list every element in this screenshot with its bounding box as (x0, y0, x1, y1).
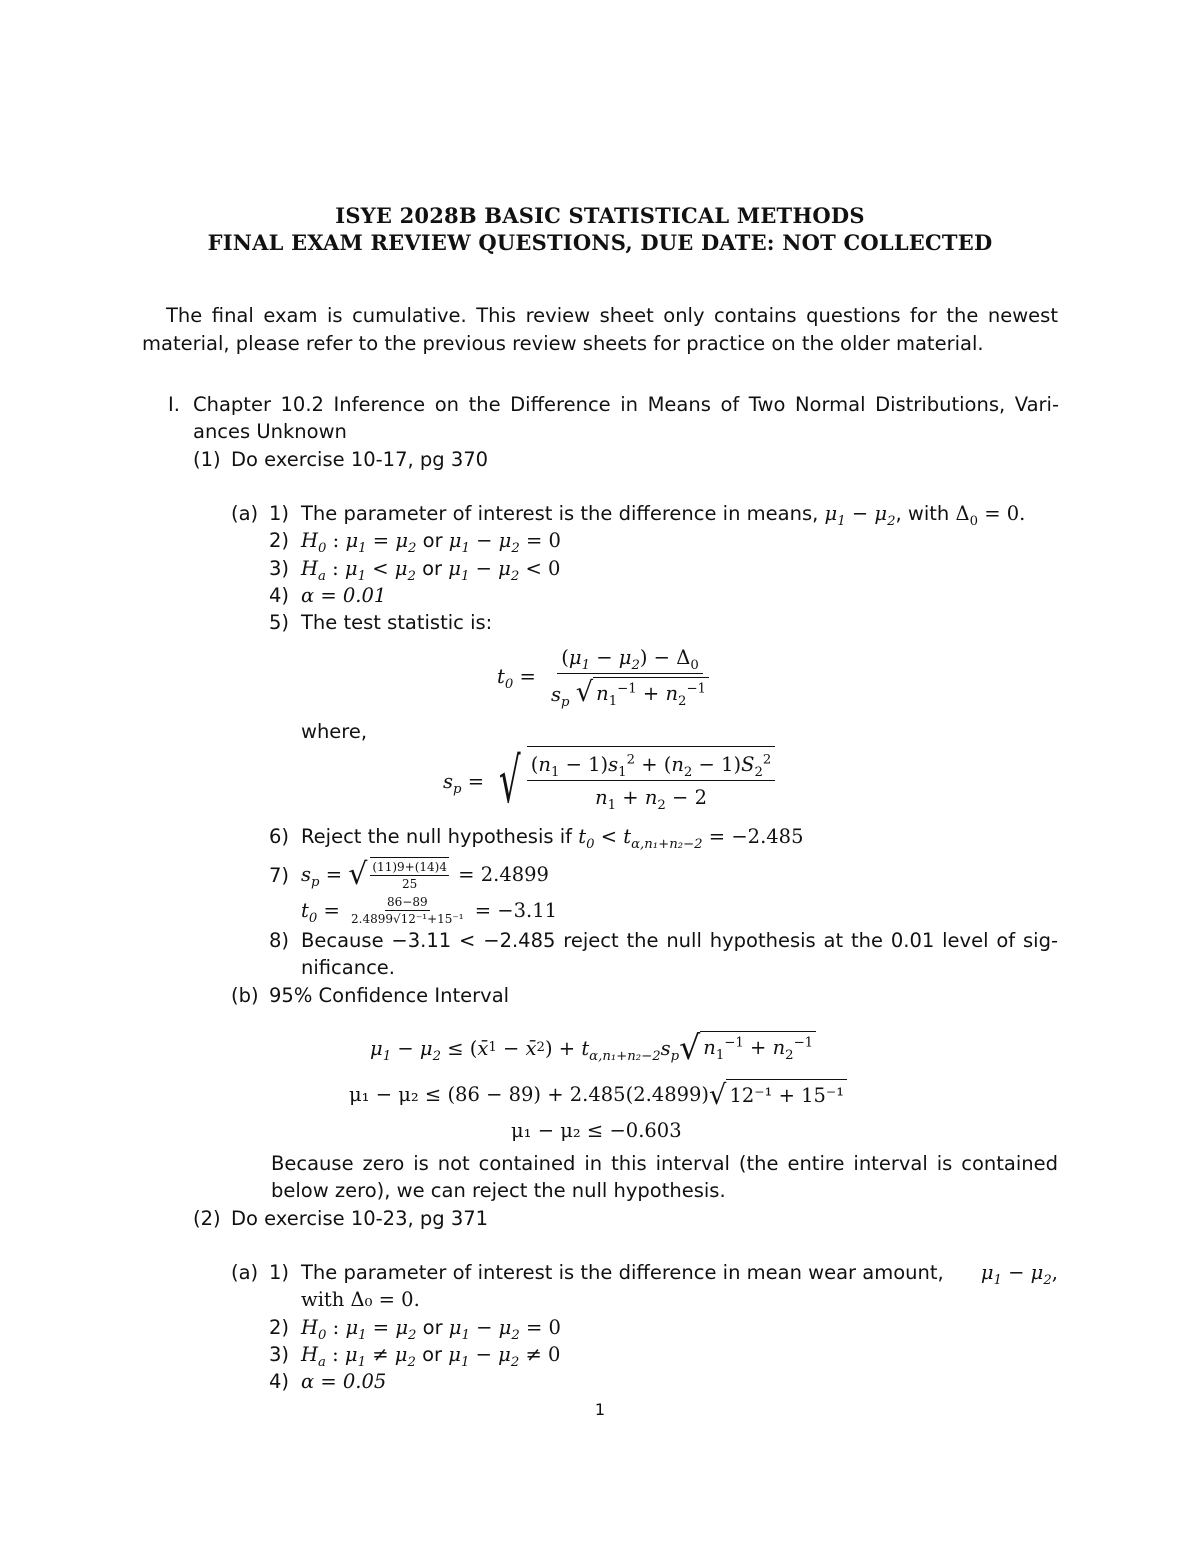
section-label: I. (168, 393, 180, 416)
confidence-interval-substituted: μ₁ − μ₂ ≤ (86 − 89) + 2.485(2.4899) √ 12⁻¹ + 15⁻¹ (349, 1076, 847, 1112)
ex2-step-1-number: 1) (269, 1261, 290, 1284)
conclusion-line-2: below zero), we can reject the null hypothesis. (271, 1179, 726, 1202)
step-4-number: 4) (269, 584, 290, 607)
ex2-step-1-sentence: The parameter of interest is the difference in mean wear amount, (301, 1261, 944, 1284)
step-7-result: = 2.4899 (458, 862, 549, 886)
page-number: 1 (594, 1400, 606, 1419)
intro-line-2: material, please refer to the previous review sheets for practice on the older material. (142, 332, 984, 355)
exercise-1-label: (1) (193, 448, 221, 471)
step-6-number: 6) (269, 825, 290, 848)
ex2-step-4-alpha: α = 0.05 (301, 1370, 387, 1393)
section-heading-line-1: Chapter 10.2 Inference on the Difference in Means of Two Normal Distributions, Vari- (193, 393, 1059, 416)
step-2-null-hypothesis: $H_0$ : $\mu_1 = \mu_2$ or $\mu_1 - \mu_2 = 0$ (301, 529, 561, 556)
test-statistic-formula: $t_0$ = $(\mu_1 - \mu_2) - \Delta_0$ $s_p$ √ $n_1^{-1} + n_2^{-1}$ (497, 645, 718, 707)
ex2-step-1-line-1: The parameter of interest is the difference in mean wear amount, $\mu_1 - \mu_2$, (301, 1261, 1058, 1288)
step-4-alpha: α = 0.01 (301, 584, 387, 607)
ci-substituted-left: μ₁ − μ₂ ≤ (86 − 89) + 2.485(2.4899) (349, 1082, 710, 1106)
document-subtitle: FINAL EXAM REVIEW QUESTIONS, DUE DATE: NOT COLLECTED (207, 230, 993, 255)
exercise-2-text: Do exercise 10-23, pg 371 (231, 1207, 489, 1230)
step-2-number: 2) (269, 529, 290, 552)
section-heading-line-2: ances Unknown (193, 420, 347, 443)
ex2-step-2-number: 2) (269, 1316, 290, 1339)
step-5-number: 5) (269, 611, 290, 634)
conclusion-line-1: Because zero is not contained in this interval (the entire interval is contained (271, 1152, 1058, 1175)
ex2-step-1-line-2: with Δ₀ = 0. (301, 1288, 420, 1311)
step-7-denominator: 25 (402, 877, 418, 891)
step-3-alt-hypothesis: $H_a$ : $\mu_1 < \mu_2$ or $\mu_1 - \mu_2 < 0$ (301, 557, 561, 584)
ci-substituted-root: 12⁻¹ + 15⁻¹ (726, 1079, 847, 1109)
t0-denominator: 2.4899√12⁻¹+15⁻¹ (351, 911, 464, 926)
t0-numerator: 86−89 (387, 894, 428, 909)
ex2-step-3-number: 3) (269, 1343, 290, 1366)
document-title: ISYE 2028B BASIC STATISTICAL METHODS (335, 203, 865, 228)
step-6-sentence: Reject the null hypothesis if (301, 825, 573, 848)
step-6-text: Reject the null hypothesis if $t_0 < t_{\alpha,n_1+n_2-2} = -2.485$ (301, 825, 804, 852)
step-7-numerator: (11)9+(14)4 (372, 860, 447, 874)
step-8-number: 8) (269, 929, 290, 952)
confidence-interval-result: μ₁ − μ₂ ≤ −0.603 (511, 1119, 682, 1142)
ex2-step-3-alt-hypothesis: $H_a$ : $\mu_1 \ne \mu_2$ or $\mu_1 - \mu_2 \ne 0$ (301, 1343, 561, 1370)
step-7-pooled-sd-calc: $s_p$ = √ $\frac{(11)9+(14)4}{25}$ = 2.4899 (301, 856, 549, 892)
step-8-line-1: Because −3.11 < −2.485 reject the null hypothesis at the 0.01 level of sig- (301, 929, 1058, 952)
step-7-test-statistic-calc: $t_0$ = $\frac{86-89}{\text{2.4899√12⁻¹+15⁻¹}}$ = −3.11 (301, 894, 558, 926)
step-8-line-2: nificance. (301, 956, 396, 979)
part-b-label: (b) (231, 984, 259, 1007)
ex2-step-4-number: 4) (269, 1370, 290, 1393)
intro-line-1: The final exam is cumulative. This review sheet only contains questions for the newest (166, 304, 1058, 327)
where-label: where, (301, 720, 368, 743)
step-1-sentence: The parameter of interest is the difference in means, (301, 502, 819, 525)
step-7-number: 7) (269, 864, 290, 887)
part-a-label: (a) (231, 502, 259, 525)
exercise-2-label: (2) (193, 1207, 221, 1230)
step-1-math: $\mu_1 - \mu_2$ (824, 502, 896, 529)
step-6-critical-value: = −2.485 (708, 825, 804, 848)
ex2-part-a-label: (a) (231, 1261, 259, 1284)
exercise-1-text: Do exercise 10-17, pg 370 (231, 448, 489, 471)
step-1-text: The parameter of interest is the difference in means, $\mu_1 - \mu_2$, with $\Delta_0 = 0$. (301, 502, 1026, 529)
t0-result: = −3.11 (474, 898, 558, 922)
part-b-text: 95% Confidence Interval (269, 984, 510, 1007)
pooled-sd-formula: $s_p$ = √ $\frac{(n_1 - 1)s_1^2 + (n_2 - 1)S_2^2}{n_1 + n_2 - 2}$ (443, 748, 780, 814)
step-5-text: The test statistic is: (301, 611, 493, 634)
step-1-number: 1) (269, 502, 290, 525)
confidence-interval-formula: $\mu_1$ − $\mu_2$ ≤ ( x̄ 1 − x̄ 2 ) + $t_{\alpha,n_1+n_2-2}s_p$ √ $n_1^{-1} + n_2^{-1}$ (370, 1028, 816, 1068)
step-3-number: 3) (269, 557, 290, 580)
ex2-step-2-null-hypothesis: $H_0$ : $\mu_1 = \mu_2$ or $\mu_1 - \mu_2 = 0$ (301, 1316, 561, 1343)
